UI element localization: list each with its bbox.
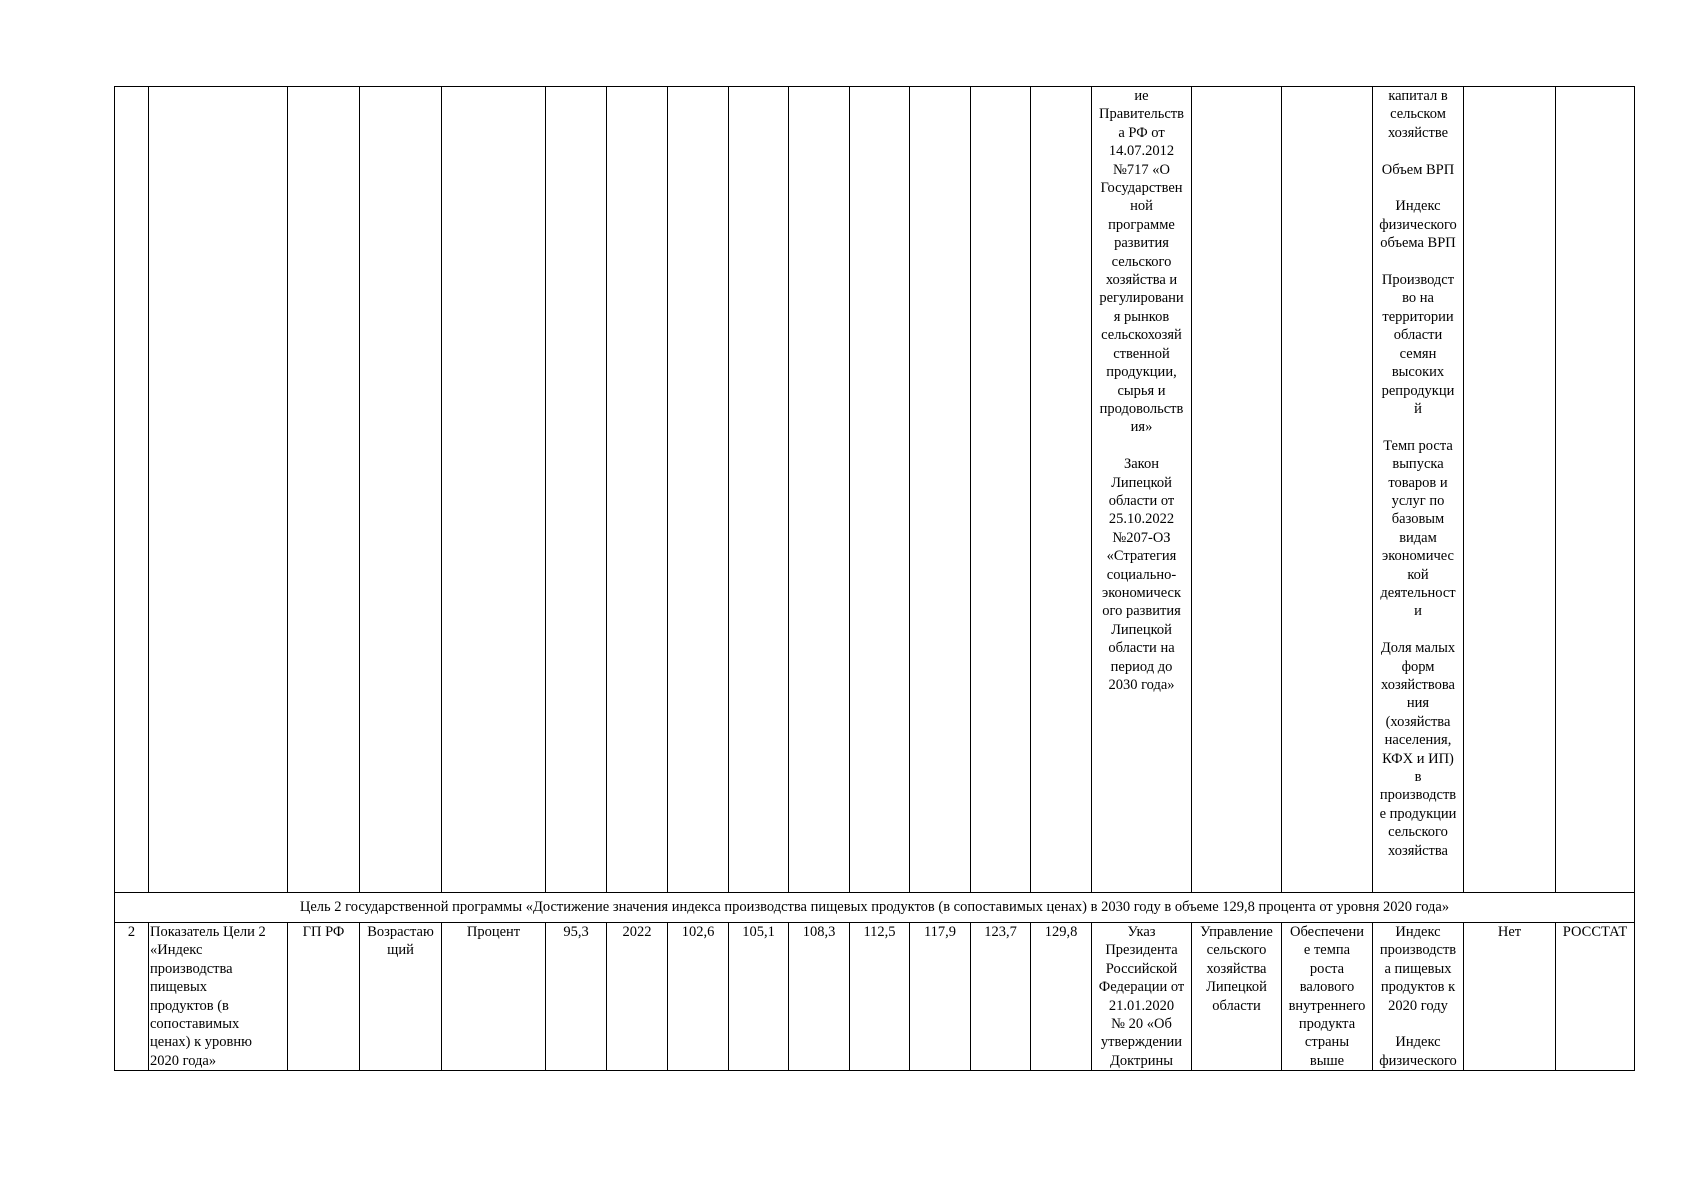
cell-empty (288, 87, 360, 893)
cell-value-7: 129,8 (1031, 923, 1092, 1071)
cell-empty (546, 87, 607, 893)
cell-empty (668, 87, 729, 893)
indicators-table (114, 86, 1635, 1071)
cell-empty (850, 87, 910, 893)
cell-source: РОССТАТ (1556, 923, 1635, 1071)
cell-empty (971, 87, 1031, 893)
cell-empty (729, 87, 789, 893)
cell-empty (607, 87, 668, 893)
cell-empty (149, 87, 288, 893)
cell-base-value: 95,3 (546, 923, 607, 1071)
cell-responsible: Управление сельского хозяйства Липецкой области (1192, 923, 1282, 1071)
cell-base-year: 2022 (607, 923, 668, 1071)
goal-heading: Цель 2 государственной программы «Достижение значения индекса производства пищевых продуктов (в сопоставимых ценах) в 2030 году в объеме 129,8 процента от уровня 2020 года» (115, 893, 1635, 923)
cell-related-indicators: капитал в сельском хозяйстве Объем ВРП Индекс физического объема ВРП Производст во на территории области семян высоких репродукци й Темп роста выпуска товаров и услуг по базовым видам экономичес кой деятельност и Доля малых форм хозяйствова ния (хозяйства населения, КФХ и ИП) в производств е продукции сельского хозяйства (1373, 87, 1464, 893)
cell-indicator-name: Показатель Цели 2 «Индекс производства пищевых продуктов (в сопоставимых ценах) к уровню 2020 года» (149, 923, 288, 1071)
cell-value-1: 102,6 (668, 923, 729, 1071)
continued-row (115, 87, 1635, 893)
cell-empty (360, 87, 442, 893)
cell-trend: Возрастаю щий (360, 923, 442, 1071)
cell-empty (1556, 87, 1635, 893)
cell-empty (115, 87, 149, 893)
cell-gis-flag: Нет (1464, 923, 1556, 1071)
cell-document: Указ Президента Российской Федерации от 21.01.2020 № 20 «Об утверждении Доктрины (1092, 923, 1192, 1071)
cell-link-to-goals: Обеспечени е темпа роста валового внутреннего продукта страны выше (1282, 923, 1373, 1071)
cell-value-5: 117,9 (910, 923, 971, 1071)
cell-value-6: 123,7 (971, 923, 1031, 1071)
cell-empty (910, 87, 971, 893)
cell-value-3: 108,3 (789, 923, 850, 1071)
cell-empty (442, 87, 546, 893)
goal-row (115, 893, 1635, 923)
cell-value-4: 112,5 (850, 923, 910, 1071)
cell-empty (1282, 87, 1373, 893)
cell-empty (1464, 87, 1556, 893)
cell-value-2: 105,1 (729, 923, 789, 1071)
indicator-row (115, 923, 1635, 1071)
cell-regulatory-basis: ие Правительств а РФ от 14.07.2012 №717 «О Государствен ной программе развития сельского хозяйства и регулировани я рынков сельскохозяй ственной продукции, сырья и продовольств ия» Закон Липецкой области от 25.10.2022 №207-ОЗ «Стратегия социально- экономическ ого развития Липецкой области на период до 2030 года» (1092, 87, 1192, 893)
cell-number: 2 (115, 923, 149, 1071)
cell-empty (1192, 87, 1282, 893)
cell-level: ГП РФ (288, 923, 360, 1071)
cell-unit: Процент (442, 923, 546, 1071)
cell-empty (789, 87, 850, 893)
cell-related-indicators: Индекс производств а пищевых продуктов к 2020 году Индекс физического (1373, 923, 1464, 1071)
cell-empty (1031, 87, 1092, 893)
